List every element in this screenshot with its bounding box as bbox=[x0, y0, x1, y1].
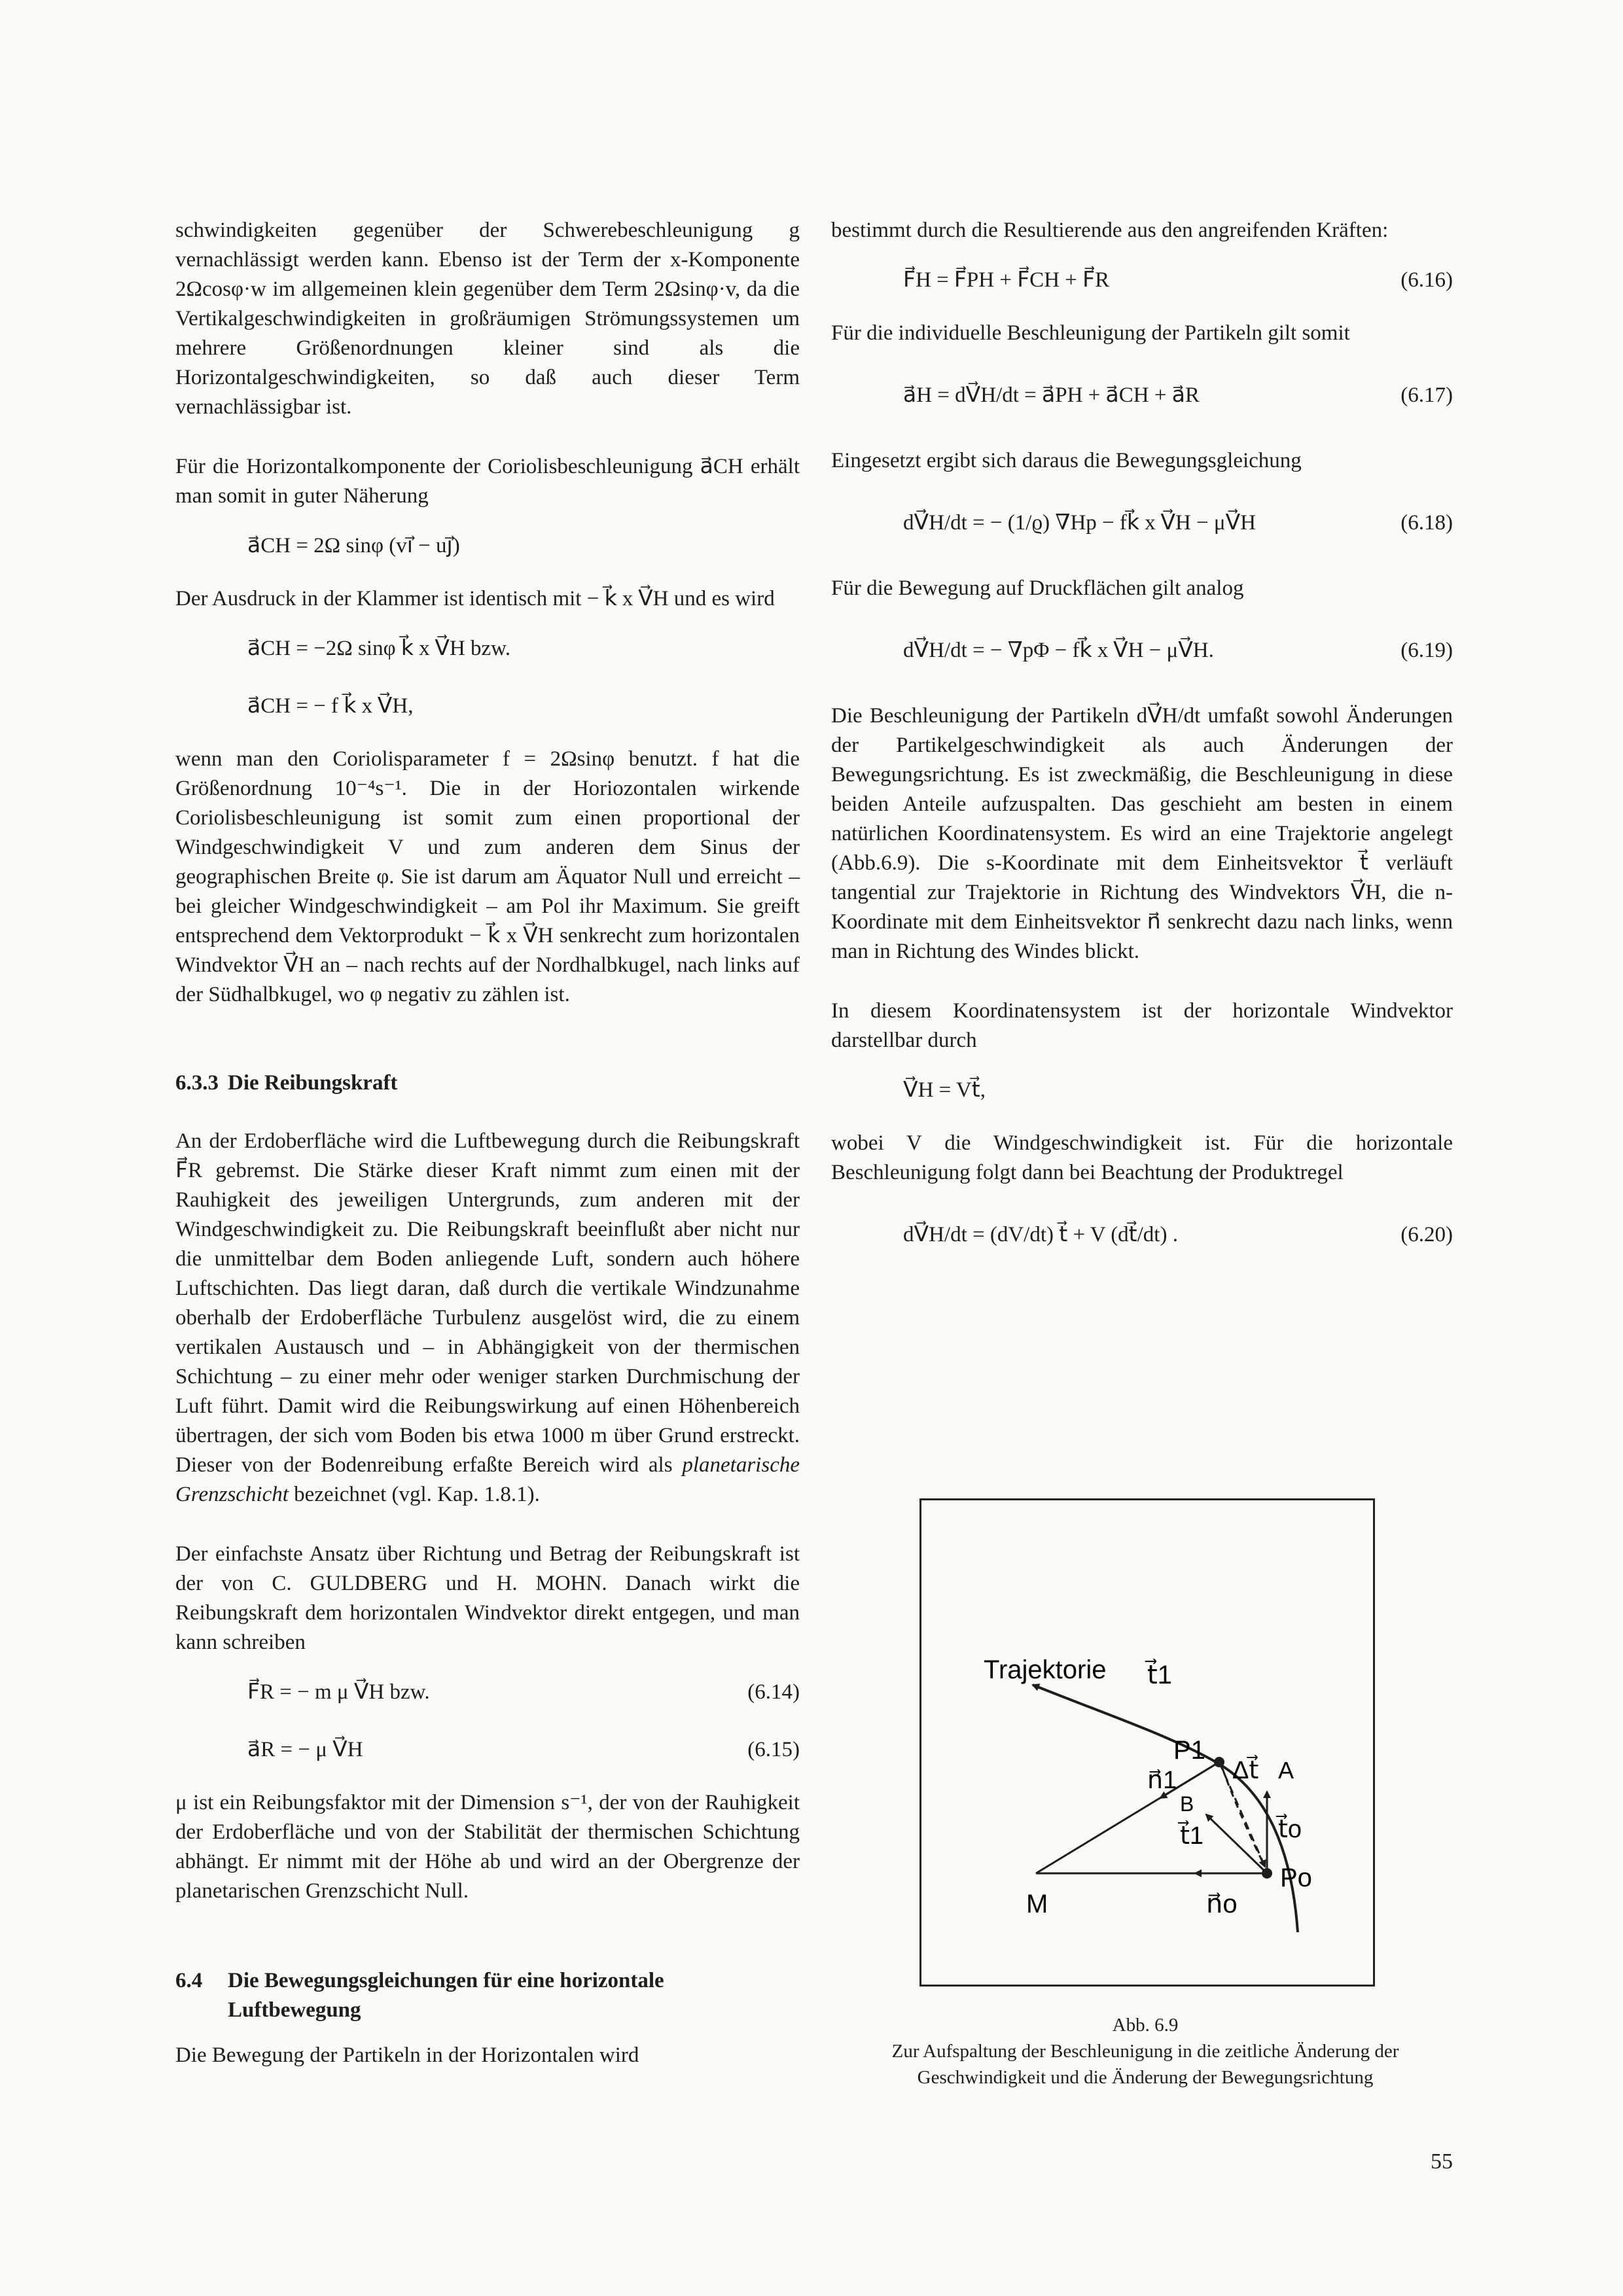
text-run: An der Erdoberfläche wird die Luftbewegung durch die Reibungskraft F⃗R gebremst. Die Stärke dieser Kraft nimmt zum einen mit der Rauhigkeit des jeweiligen Untergrunds, zum anderen mit der Windgeschwindigkeit zu. Die Reibungskraft beeinflußt aber nicht nur die unmittelbar dem Boden anliegende Luft, sondern auch höhere Luftschichten. Das liegt daran, daß durch die vertikale Windzunahme oberhalb der Erdoberfläche Turbulenz ausgelöst wird, die zu einem vertikalen Austausch und – in Abhängigkeit von der thermischen Schichtung – zu einer mehr oder weniger starken Durchmischung der Luft führt. Damit wird die Reibungswirkung auf einen Höhenbereich übertragen, der sich vom Boden bis etwa 1000 m über Grund erstreckt. Dieser von der Bodenreibung erfaßte Bereich wird als bbox=[175, 1129, 800, 1477]
left-paragraph-7: μ ist ein Reibungsfaktor mit der Dimension s⁻¹, der von der Rauhigkeit der Erdoberfläche und von der Stabilität der thermischen Schichtung abhängt. Er nimmt mit der Höhe ab und wird an der Obergrenze der planetarischen Grenzschicht Null. bbox=[175, 1791, 800, 1903]
left-paragraph-1: schwindigkeiten gegenüber der Schwerebeschleunigung g vernachlässigt werden kann. Ebenso ist der Term der x-Komponente 2Ωcosφ·w im allgemeinen klein gegenüber dem Term 2Ωsinφ·v, da die Vertikalgeschwindigkeiten in großräumigen Strömungssystemen um mehrere Größenordnungen kleiner sind als die Horizontalgeschwindigkeiten, so daß auch dieser Term vernachlässigbar ist. bbox=[175, 219, 800, 419]
label-t1-mid: t⃗1 bbox=[1180, 1822, 1204, 1850]
label-m: M bbox=[1026, 1890, 1048, 1918]
caption-text: Zur Aufspaltung der Beschleunigung in die zeitliche Änderung der Geschwindigkeit und die Änderung der Bewegungsrichtung bbox=[891, 2041, 1399, 2088]
page-number: 55 bbox=[1431, 2149, 1453, 2174]
trajectory-diagram bbox=[921, 1500, 1373, 1985]
left-paragraph-4: wenn man den Coriolisparameter f = 2Ωsinφ benutzt. f hat die Größenordnung 10⁻⁴s⁻¹. Die in der Horiozontalen wirkende Coriolisbeschleunigung ist somit zum einen proportional der Windgeschwindigkeit V und zum anderen dem Sinus der geographischen Breite φ. Sie ist darum am Äquator Null und erreicht – bei gleicher Windgeschwindigkeit – am Pol ihr Maximum. Sie greift entsprechend dem Vektorprodukt − k⃗ x V⃗H senkrecht zum horizontalen Windvektor V⃗H an – nach rechts auf der Nordhalbkugel, nach links auf der Südhalbkugel, wo φ negativ zu zählen ist. bbox=[175, 747, 800, 1006]
equation-expression: a⃗H = dV⃗H/dt = a⃗PH + a⃗CH + a⃗R bbox=[903, 383, 1200, 407]
left-paragraph-3: Der Ausdruck in der Klammer ist identisch mit − k⃗ x V⃗H und es wird bbox=[175, 587, 775, 610]
label-n1: n⃗1 bbox=[1147, 1767, 1177, 1794]
emphasis-term: planetarische Grenzschicht bbox=[175, 1453, 800, 1506]
section-heading-6-4 bbox=[175, 1966, 800, 2025]
point-p1 bbox=[1214, 1757, 1224, 1767]
equation-wind-vector bbox=[831, 1071, 1453, 1109]
equation-number: (6.14) bbox=[747, 1680, 800, 1704]
label-n0: n⃗o bbox=[1206, 1890, 1238, 1918]
equation-expression: dV⃗H/dt = − ∇pΦ − fk⃗ x V⃗H − μV⃗H. bbox=[903, 638, 1214, 662]
equation-number: (6.18) bbox=[1400, 510, 1453, 535]
right-paragraph-1: bestimmt durch die Resultierende aus den angreifenden Kräften: bbox=[831, 219, 1389, 242]
equation-6-19 bbox=[831, 619, 1453, 682]
equation-expression: F⃗R = − m μ V⃗H bzw. bbox=[247, 1680, 430, 1704]
label-a: A bbox=[1278, 1757, 1294, 1784]
equation-number: (6.17) bbox=[1400, 383, 1453, 407]
left-paragraph-5 bbox=[175, 1127, 800, 1510]
right-paragraph-2: Für die individuelle Beschleunigung der Partikeln gilt somit bbox=[831, 321, 1350, 345]
trajectory-curve bbox=[1033, 1685, 1298, 1932]
caption-title: Abb. 6.9 bbox=[1112, 2015, 1179, 2036]
right-paragraph-4: Für die Bewegung auf Druckflächen gilt analog bbox=[831, 576, 1244, 600]
right-paragraph-7: wobei V die Windgeschwindigkeit ist. Für die horizontale Beschleunigung folgt dann bei Beachtung der Produktregel bbox=[831, 1131, 1453, 1184]
equation-6-14 bbox=[175, 1673, 800, 1711]
left-paragraph-6: Der einfachste Ansatz über Richtung und Betrag der Reibungskraft ist der von C. GULDBERG und H. MOHN. Danach wirkt die Reibungskraft dem horizontalen Windvektor direkt entgegen, und man kann schreiben bbox=[175, 1542, 800, 1654]
equation-6-20 bbox=[831, 1203, 1453, 1266]
equation-expression: a⃗R = − μ V⃗H bbox=[247, 1737, 363, 1761]
equation-6-16 bbox=[831, 261, 1453, 299]
point-p0 bbox=[1262, 1868, 1272, 1879]
right-paragraph-3: Eingesetzt ergibt sich daraus die Bewegungsgleichung bbox=[831, 449, 1302, 472]
text-run: bezeichnet (vgl. Kap. 1.8.1). bbox=[288, 1483, 540, 1506]
right-paragraph-6: In diesem Koordinatensystem ist der horizontale Windvektor darstellbar durch bbox=[831, 999, 1453, 1052]
section-number: 6.3.3 bbox=[175, 1071, 219, 1095]
equation-6-17 bbox=[831, 364, 1453, 427]
equation-expression: a⃗CH = 2Ω sinφ (vi⃗ − uj⃗) bbox=[247, 533, 460, 557]
equation-expression: a⃗CH = − f k⃗ x V⃗H, bbox=[247, 694, 414, 718]
label-p0: Po bbox=[1280, 1863, 1312, 1892]
equation-expression: V⃗H = Vt⃗, bbox=[903, 1078, 986, 1102]
label-p1: P1 bbox=[1173, 1736, 1205, 1765]
equation-coriolis-c bbox=[175, 687, 800, 725]
section-title: Die Bewegungsgleichungen für eine horizontale Luftbewegung bbox=[228, 1969, 664, 2022]
label-b: B bbox=[1180, 1792, 1194, 1816]
label-t0: t⃗o bbox=[1278, 1816, 1302, 1843]
equation-coriolis-b bbox=[175, 629, 800, 667]
equation-expression: F⃗H = F⃗PH + F⃗CH + F⃗R bbox=[903, 268, 1110, 292]
left-paragraph-8: Die Bewegung der Partikeln in der Horizontalen wird bbox=[175, 2043, 639, 2067]
equation-expression: a⃗CH = −2Ω sinφ k⃗ x V⃗H bzw. bbox=[247, 636, 511, 660]
left-paragraph-2: Für die Horizontalkomponente der Coriolisbeschleunigung a⃗CH erhält man somit in guter Näherung bbox=[175, 455, 800, 508]
equation-number: (6.16) bbox=[1400, 268, 1453, 292]
right-column bbox=[831, 216, 1453, 1286]
section-title: Die Reibungskraft bbox=[228, 1071, 398, 1095]
equation-expression: dV⃗H/dt = (dV/dt) t⃗ + V (dt⃗/dt) . bbox=[903, 1222, 1178, 1246]
figure-caption bbox=[870, 2012, 1420, 2091]
tangent-vector-t1-shifted bbox=[1206, 1814, 1267, 1873]
equation-number: (6.19) bbox=[1400, 638, 1453, 662]
left-column bbox=[175, 216, 800, 2100]
label-t1-top: t⃗1 bbox=[1147, 1661, 1172, 1689]
equation-expression: dV⃗H/dt = − (1/ϱ) ∇Hp − fk⃗ x V⃗H − μV⃗H bbox=[903, 510, 1257, 535]
label-trajektorie: Trajektorie bbox=[984, 1655, 1107, 1684]
label-delta-t: Δt⃗ bbox=[1232, 1757, 1259, 1784]
right-paragraph-5: Die Beschleunigung der Partikeln dV⃗H/dt umfaßt sowohl Änderungen der Partikelgeschwindigkeit als auch Änderungen der Bewegungsrichtung. Es ist zweckmäßig, die Beschleunigung in diese beiden Anteile aufzuspalten. Das geschieht am besten in einem natürlichen Koordinatensystem. Es wird an eine Trajektorie angelegt (Abb.6.9). Die s-Koordinate mit dem Einheitsvektor t⃗ verläuft tangential zur Trajektorie in Richtung des Windvektors V⃗H, die n-Koordinate mit dem Einheitsvektor n⃗ senkrecht dazu nach links, wenn man in Richtung des Windes blickt. bbox=[831, 704, 1453, 963]
section-number: 6.4 bbox=[175, 1969, 203, 1992]
figure-6-9 bbox=[919, 1498, 1375, 1987]
equation-number: (6.15) bbox=[747, 1737, 800, 1761]
section-heading-6-3-3 bbox=[175, 1069, 800, 1098]
equation-6-15 bbox=[175, 1731, 800, 1769]
equation-6-18 bbox=[831, 491, 1453, 554]
equation-coriolis-a bbox=[175, 527, 800, 565]
equation-number: (6.20) bbox=[1400, 1222, 1453, 1246]
